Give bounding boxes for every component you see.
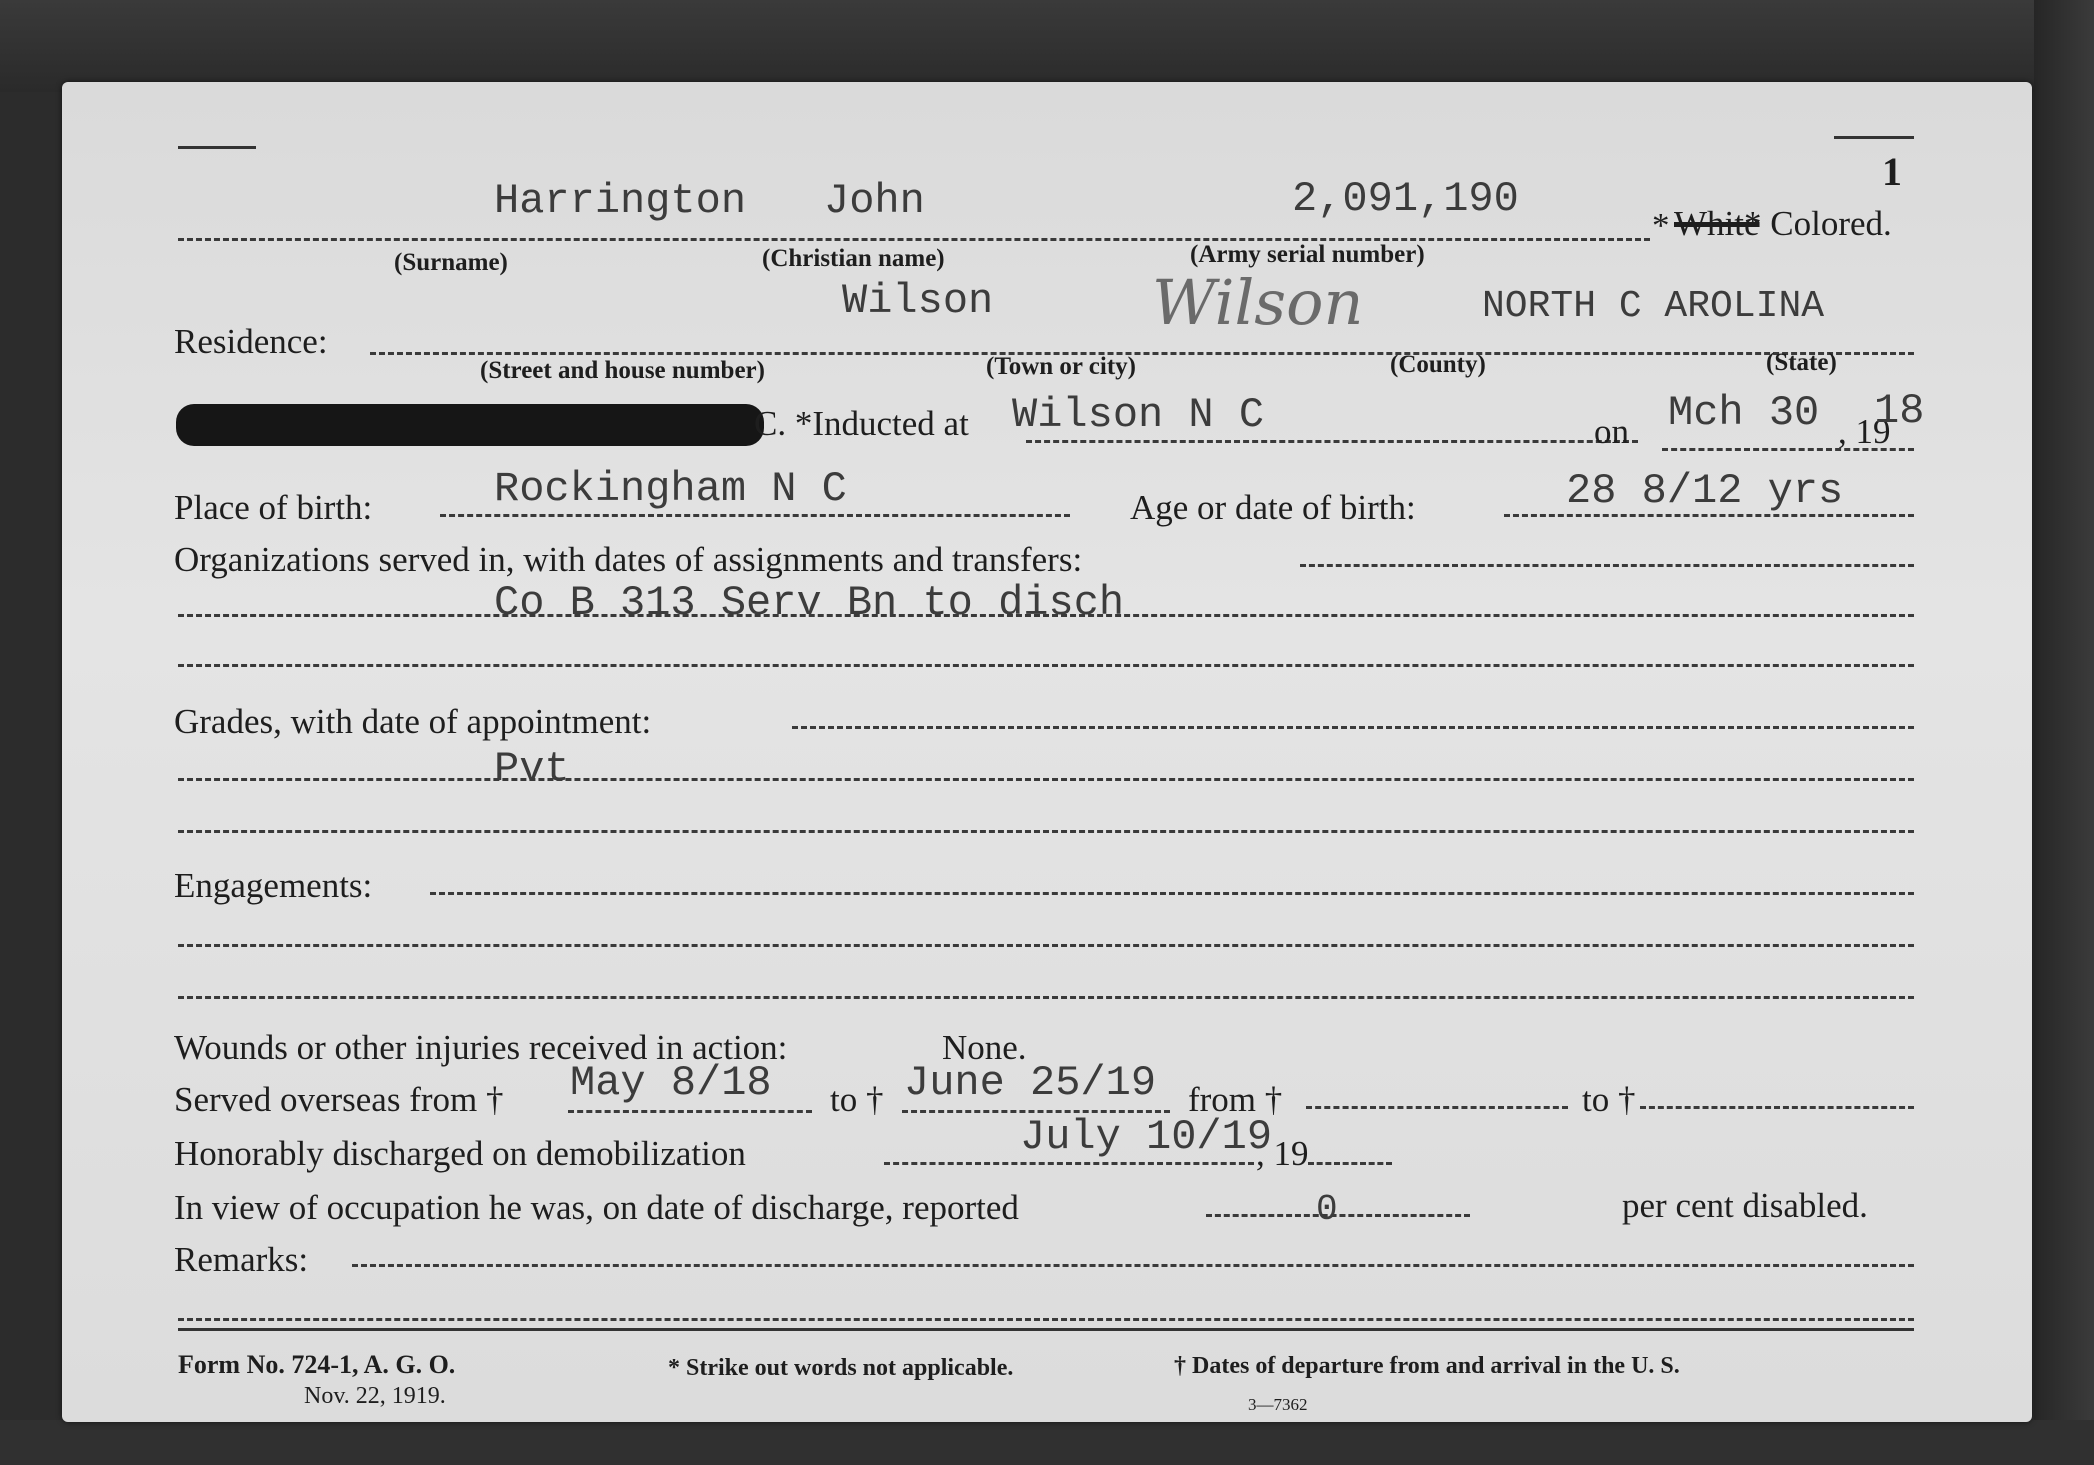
wounds-value: None. [942, 1028, 1027, 1067]
grades-line-2 [178, 778, 1914, 781]
disabled-percent-value: 0 [1316, 1189, 1338, 1230]
residence-town-value: Wilson [842, 277, 994, 325]
race-option-white: White [1674, 204, 1760, 243]
grades-label: Grades, with date of appointment: [174, 702, 652, 741]
top-right-rule [1834, 136, 1914, 139]
dates-note: † Dates of departure from and arrival in the U. S. [1174, 1353, 1680, 1379]
engagements-line-2 [178, 944, 1914, 947]
background-top [0, 0, 2094, 92]
print-code: 3—7362 [1248, 1395, 1308, 1414]
disabled-line [1206, 1214, 1470, 1217]
top-left-rule [178, 146, 256, 149]
residence-label: Residence: [174, 322, 328, 361]
grades-line-3 [178, 830, 1914, 833]
redacted-block [176, 404, 764, 446]
remarks-label: Remarks: [174, 1240, 309, 1279]
organizations-line-2 [178, 614, 1914, 617]
overseas-from-line [568, 1110, 812, 1113]
service-record-card [62, 82, 2032, 1422]
strike-note: * Strike out words not applicable. [668, 1355, 1014, 1381]
organizations-line-1 [1300, 564, 1914, 567]
place-of-birth-line [440, 514, 1070, 517]
name-line [178, 238, 1650, 241]
race-option-colored: * Colored. [1744, 204, 1892, 243]
form-date: Nov. 22, 1919. [304, 1383, 446, 1409]
age-value: 28 8/12 yrs [1566, 467, 1844, 515]
year-prefix: , 19 [1838, 412, 1891, 451]
serial-caption: (Army serial number) [1190, 241, 1425, 268]
grades-line-1 [792, 726, 1914, 729]
organizations-value: Co B 313 Serv Bn to disch [494, 579, 1125, 627]
inducted-line [1026, 440, 1638, 443]
inducted-year-value: 18 [1874, 387, 1925, 435]
footer-rule [178, 1328, 1914, 1331]
grades-value: Pvt [494, 745, 570, 793]
discharged-label: Honorably discharged on demobilization [174, 1134, 746, 1173]
surname-value: Harrington [494, 177, 747, 225]
discharge-line [884, 1162, 1254, 1165]
residence-county-handwritten: Wilson [1152, 266, 1364, 339]
inducted-label: C. *Inducted at [754, 404, 969, 443]
organizations-line-3 [178, 664, 1914, 667]
discharge-date-value: July 10/19 [1020, 1113, 1273, 1161]
remarks-line-1 [352, 1264, 1914, 1267]
discharge-year-line [1308, 1162, 1392, 1165]
organizations-label: Organizations served in, with dates of assignments and transfers: [174, 540, 1083, 579]
town-caption: (Town or city) [986, 353, 1136, 380]
to-label: to † [830, 1080, 884, 1119]
occupation-label: In view of occupation he was, on date of discharge, reported [174, 1188, 1019, 1227]
page-number: 1 [1882, 149, 1902, 194]
served-overseas-label: Served overseas from † [174, 1080, 504, 1119]
inducted-on-value: Mch 30 [1668, 389, 1820, 437]
to2-line [1640, 1106, 1914, 1109]
age-line [1504, 514, 1914, 517]
background-bottom [0, 1420, 2094, 1465]
street-caption: (Street and house number) [480, 357, 765, 384]
state-caption: (State) [1766, 349, 1837, 376]
engagements-line-1 [430, 892, 1914, 895]
surname-caption: (Surname) [394, 249, 508, 276]
christian-name-caption: (Christian name) [762, 245, 945, 272]
residence-line [370, 352, 1914, 355]
overseas-to-value: June 25/19 [904, 1059, 1157, 1107]
inducted-date-line [1662, 448, 1914, 451]
remarks-line-2 [178, 1318, 1914, 1321]
wounds-label: Wounds or other injuries received in action: [174, 1028, 788, 1067]
county-caption: (County) [1390, 351, 1486, 378]
engagements-label: Engagements: [174, 866, 373, 905]
from-line [1306, 1106, 1568, 1109]
background-right [2034, 0, 2094, 1465]
from-label: from † [1188, 1080, 1283, 1119]
inducted-at-value: Wilson N C [1012, 391, 1265, 439]
to2-label: to † [1582, 1080, 1636, 1119]
place-of-birth-label: Place of birth: [174, 488, 373, 527]
engagements-line-3 [178, 996, 1914, 999]
disabled-label: per cent disabled. [1622, 1186, 1868, 1225]
on-label: on [1594, 412, 1629, 451]
christian-name-value: John [824, 177, 925, 225]
age-label: Age or date of birth: [1130, 488, 1416, 527]
place-of-birth-value: Rockingham N C [494, 465, 847, 513]
race-star: * [1652, 206, 1670, 245]
residence-state-value: NORTH C AROLINA [1482, 285, 1825, 328]
discharge-year-label: , 19 [1256, 1134, 1309, 1173]
overseas-from-value: May 8/18 [570, 1059, 772, 1107]
form-number: Form No. 724-1, A. G. O. [178, 1350, 456, 1379]
serial-number-value: 2,091,190 [1292, 175, 1519, 223]
